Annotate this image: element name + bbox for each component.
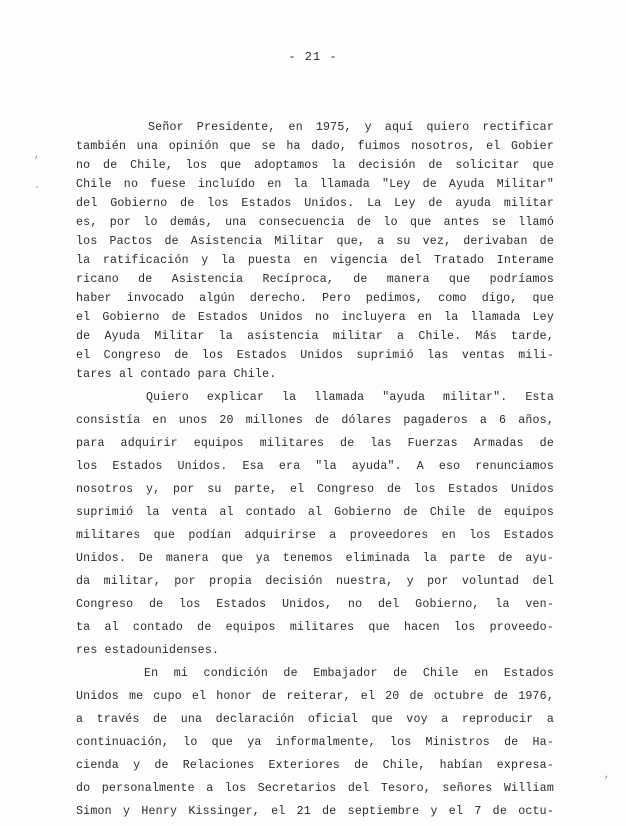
- paragraph-line: militares que podían adquirirse a proveedores en los Estados: [76, 529, 554, 542]
- paragraph-line: del Gobierno de los Estados Unidos. La Ley de ayuda militar: [76, 197, 554, 210]
- paragraph-line: Quiero explicar la llamada "ayuda militar". Esta: [146, 391, 554, 404]
- paragraph-line: Simon y Henry Kissinger, el 21 de septiembre y el 7 de octu-: [76, 805, 554, 818]
- paragraph-line: a través de una declaración oficial que voy a reproducir a: [76, 713, 554, 726]
- paragraph-line: no de Chile, los que adoptamos la decisión de solicitar que: [76, 159, 554, 172]
- paragraph-line: es, por lo demás, una consecuencia de lo que antes se llamó: [76, 216, 554, 229]
- paragraph-line: res estadounidenses.: [76, 644, 220, 657]
- paragraph-line: Congreso de los Estados Unidos, no del Gobierno, la ven-: [76, 598, 554, 611]
- paragraph-line: continuación, lo que ya informalmente, los Ministros de Ha-: [76, 736, 554, 749]
- paragraph-line: nosotros y, por su parte, el Congreso de los Estados Unidos: [76, 483, 554, 496]
- paragraph-line: el Congreso de los Estados Unidos suprimió las ventas mili-: [76, 349, 554, 362]
- paragraph-line: do personalmente a los Secretarios del Tesoro, señores William: [76, 782, 554, 795]
- paragraph-line: Unidos. De manera que ya tenemos eliminada la parte de ayu-: [76, 552, 554, 565]
- paragraph-line: Señor Presidente, en 1975, y aquí quiero rectificar: [148, 121, 554, 134]
- margin-mark: ,: [604, 770, 611, 781]
- margin-mark: ·: [34, 183, 41, 194]
- paragraph-line: ricano de Asistencia Recíproca, de manera que podríamos: [76, 273, 554, 286]
- paragraph-line: suprimió la venta al contado al Gobierno de Chile de equipos: [76, 506, 554, 519]
- paragraph-line: el Gobierno de Estados Unidos no incluyera en la llamada Ley: [76, 311, 554, 324]
- margin-mark: ,: [34, 150, 41, 161]
- paragraph-line: tares al contado para Chile.: [76, 368, 277, 381]
- paragraph-line: haber invocado algún derecho. Pero pedimos, como digo, que: [76, 292, 554, 305]
- paragraph-line: Chile no fuese incluído en la llamada "Ley de Ayuda Militar": [76, 178, 554, 191]
- paragraph-line: de Ayuda Militar la asistencia militar a Chile. Más tarde,: [76, 330, 554, 343]
- paragraph-line: consistía en unos 20 millones de dólares pagaderos a 6 años,: [76, 414, 554, 427]
- paragraph-line: también una opinión que se ha dado, fuimos nosotros, el Gobier: [76, 140, 554, 153]
- paragraph-line: la ratificación y la puesta en vigencia del Tratado Interame: [76, 254, 554, 267]
- paragraph-line: En mi condición de Embajador de Chile en Estados: [144, 667, 554, 680]
- paragraph-line: da militar, por propia decisión nuestra, y por voluntad del: [76, 575, 554, 588]
- paragraph-line: los Pactos de Asistencia Militar que, a su vez, derivaban de: [76, 235, 554, 248]
- paragraph-line: los Estados Unidos. Esa era "la ayuda". A eso renunciamos: [76, 460, 554, 473]
- paragraph-line: ta al contado de equipos militares que hacen los proveedo-: [76, 621, 554, 634]
- paragraph-line: Unidos me cupo el honor de reiterar, el 20 de octubre de 1976,: [76, 690, 554, 703]
- paragraph-line: para adquirir equipos militares de las Fuerzas Armadas de: [76, 437, 554, 450]
- page-number: - 21 -: [288, 50, 338, 64]
- paragraph-line: cienda y de Relaciones Exteriores de Chile, habían expresa-: [76, 759, 554, 772]
